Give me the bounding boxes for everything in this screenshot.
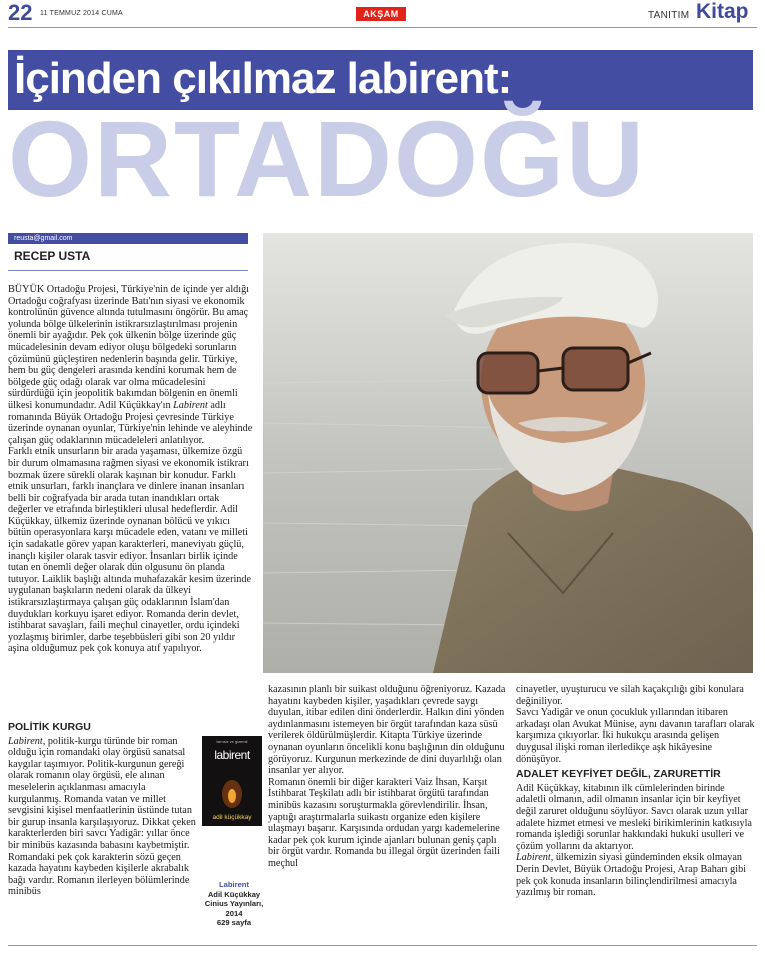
newspaper-logo: AKŞAM xyxy=(356,7,406,21)
headline-title: İçinden çıkılmaz labirent: xyxy=(14,54,512,103)
article-paragraph xyxy=(8,736,196,898)
article-paragraph: Farklı etnik unsurların bir arada yaşaması, ülkemize özgü bir durum olmamasına rağmen siyasi ve ekonomik istikrarı bozmak üzere sürekli olarak kaşınan bir konudur. Farklı etnik unsurları, farklı inançlara ve dinlere inanan insanları belli bir coğrafyada bir arada tutan inandıkları ortak değerler ve etrafında birleştikleri ulusal hedeflerdir. Adil Küçükkay, ülkemiz üzerinde oynanan bölücü ve yıkıcı bütün operasyonlara karşı mücadele eden, vatanı ve milleti için sadakatle görev yapan karakterleri, maneviyatı güçlü, inançlı kişiler olarak tasvir ediyor. İnsanları birlik içinde tutan en önemli değer olarak dün olgusunu ön planda tutuyor. Laiklik başlığı altında muhafazakâr kesim üzerinde uygulanan başkıların nedeni olarak da ülkeyi istikrarsızlaştırmaya çalışan güç odaklarının İslam'dan duydukları korkuyu işaret ediyor. Romanda derin devlet, istihbarat savaşları, faili meçhul cinayetler, ordu içindeki yozlaşmış birimler, darbe teşebbüsleri gibi son 20 yıldır aşina olduğumuz pek çok konuya atıf yapılıyor. xyxy=(8,446,252,655)
top-rule xyxy=(8,27,757,28)
author-photo xyxy=(263,233,753,673)
section-label: TANITIM xyxy=(648,10,690,21)
subheading: POLİTİK KURGU xyxy=(8,721,91,733)
section-name: Kitap xyxy=(696,0,749,23)
caption-pages: 629 sayfa xyxy=(216,918,252,927)
author-name: RECEP USTA xyxy=(14,249,91,263)
book-caption xyxy=(200,880,268,928)
caption-title: Labirent xyxy=(219,880,249,889)
page-number: 22 xyxy=(8,0,33,25)
author-email: reusta@gmail.com xyxy=(8,233,248,244)
article-column-2 xyxy=(268,684,508,870)
paragraph-text: BÜYÜK Ortadoğu Projesi, Türkiye'nin de içinde yer aldığı Ortadoğu coğrafyası üzerinde Batı'nın siyasi ve ekonomik kontrolünün güvence altında tutulmasını öngörür. Bu amaç yolunda bölge ülkelerinin istikrarsızlaştırılması projenin önemli bir ayağıdır. Pek çok ülkenin bölge üzerinde güç mücadelesinin devam ediyor oluşu bölgedeki sorunların çözümünü güçleştiren nedenlerin başında gelir. Türkiye, hem bu güç dengeleri arasında kendini korumak hem de bölgede güç odağı olarak var olma mücadelesini sürdürdüğü için jeopolitik bakımdan bölgenin en önemli ülkesi konumundadır. Adil Küçükkay'ın xyxy=(8,284,250,411)
article-paragraph: Savcı Yadigâr ve onun çocukluk yıllarından itibaren arkadaşı olan Avukat Münise, aynı davanın tarafları olarak karşımıza çıkıyorlar. İki hukukçu arasında gelişen duygusal ilişki roman ilerledikçe aşk hikâyesine dönüşüyor. xyxy=(516,707,755,765)
author-rule xyxy=(8,270,248,271)
headline-big-word: ORTADOĞU xyxy=(8,98,646,219)
top-bar xyxy=(0,0,765,30)
book-title-inline: Labirent xyxy=(8,735,43,747)
paragraph-text: , politik-kurgu türünde bir roman olduğu için romandaki olay örgüsü sanatsal kaygılar taşımıyor. Politik-kurgunun gereği olarak romanın olay örgüsü, ele alınan meselelerin açıklanması amacıyla kurgulanmış. Romanda vatan ve millet sevgisini kişisel menfaatlerinin üstünde tutan bir gurup insanla karşılaşıyoruz. Dikkat çeken karakterlerden biri savcı Yadigâr: yıllar önce bir minibüs kazasında babasını kaybetmiştir. Romandaki pek çok karakterin sözü geçen kazada hayatını kaybeden kişilerle akrabalık bağı vardır. Romanın ilerleyen bölümlerinde minibüs xyxy=(8,735,196,898)
article-paragraph: Romanın önemli bir diğer karakteri Vaiz İhsan, Karşıt İstihbarat Teşkilatı adlı bir istihbarat örgütü tarafından minibüs kazasını soruşturmakla görevlendirilir. İhsan, yaptığı araştırmalarla suikastı organize eden kişilere ulaşmayı başarır. Karşısında ordudan yargı kademelerine kadar pek çok kurum içinde ajanları bulunan geniş çaplı bir örgüt vardır. Romanda bu illegal örgüt üzerinden faili meçhul xyxy=(268,776,500,869)
book-cover xyxy=(202,736,262,826)
paragraph-text: , ülkemizin siyasi gündeminden eksik olmayan Derin Devlet, Büyük Ortadoğu Projesi, Arap Baharı gibi pek çok konuda insanların bilinçlendirilmesi amacıyla yazılmış bir roman. xyxy=(516,852,747,899)
article-column-3 xyxy=(516,684,756,899)
article-paragraph: kazasının planlı bir suikast olduğunu öğreniyoruz. Kazada hayatını kaybeden kişiler, yaşadıkları çevrede saygı duyulan, itibar edilen dini önderlerdir. Halkın dini yönden aydınlanmasını istemeyen bir örgüt tarafından kaza süsü verilerek öldürülmüşlerdir. Kitapta Türkiye üzerinde oynanan oyunların öncelikli konu başlığının din olduğunu görüyoruz. Kurgunun merkezinde de dini duyarlılığı olan insanlar yer alıyor. xyxy=(268,684,506,777)
article-paragraph: cinayetler, uyuşturucu ve silah kaçakçılığı gibi konulara değiniliyor. xyxy=(516,684,744,707)
article-paragraph xyxy=(516,852,756,898)
article-paragraph: Adil Küçükkay, kitabının ilk cümlelerinden birinde adaletli olmanın, adil olmanın insanlar için bir keyfiyet değil zaruret olduğunu söylüyor. Savcı olarak uzun yıllar adalete hizmet etmesi ve mesleki birikimlerinin katkısıyla romanda işlediği sorunlar hakkındaki hukuki usulleri ve çözüm yollarını da aktarıyor. xyxy=(516,782,752,852)
bottom-rule xyxy=(8,945,757,946)
book-cover-title: labirent xyxy=(214,748,250,762)
book-title-inline: Labirent xyxy=(516,852,551,864)
portrait-illustration xyxy=(263,233,753,673)
book-cover-tagline: isimsiz ve gizemli xyxy=(216,739,248,744)
issue-date: 11 TEMMUZ 2014 CUMA xyxy=(40,10,123,17)
subheading: ADALET KEYFİYET DEĞİL, ZARURETTİR xyxy=(516,768,721,781)
article-column-1b xyxy=(8,718,196,898)
book-cover-author: adil küçükkay xyxy=(212,814,252,821)
caption-publisher: Cinius Yayınları, 2014 xyxy=(204,899,264,918)
article-column-1 xyxy=(8,284,253,655)
caption-author: Adil Küçükkay xyxy=(207,889,261,899)
book-title-inline: Labirent xyxy=(173,399,208,411)
article-paragraph xyxy=(8,284,253,446)
paragraph-text: adlı romanında Büyük Ortadoğu Projesi çevresinde Türkiye üzerinde oynanan oyunlar, Türkiye'nin lehinde ve aleyhinde çalışan güç odaklarının mücadeleleri anlatılıyor. xyxy=(8,399,253,446)
